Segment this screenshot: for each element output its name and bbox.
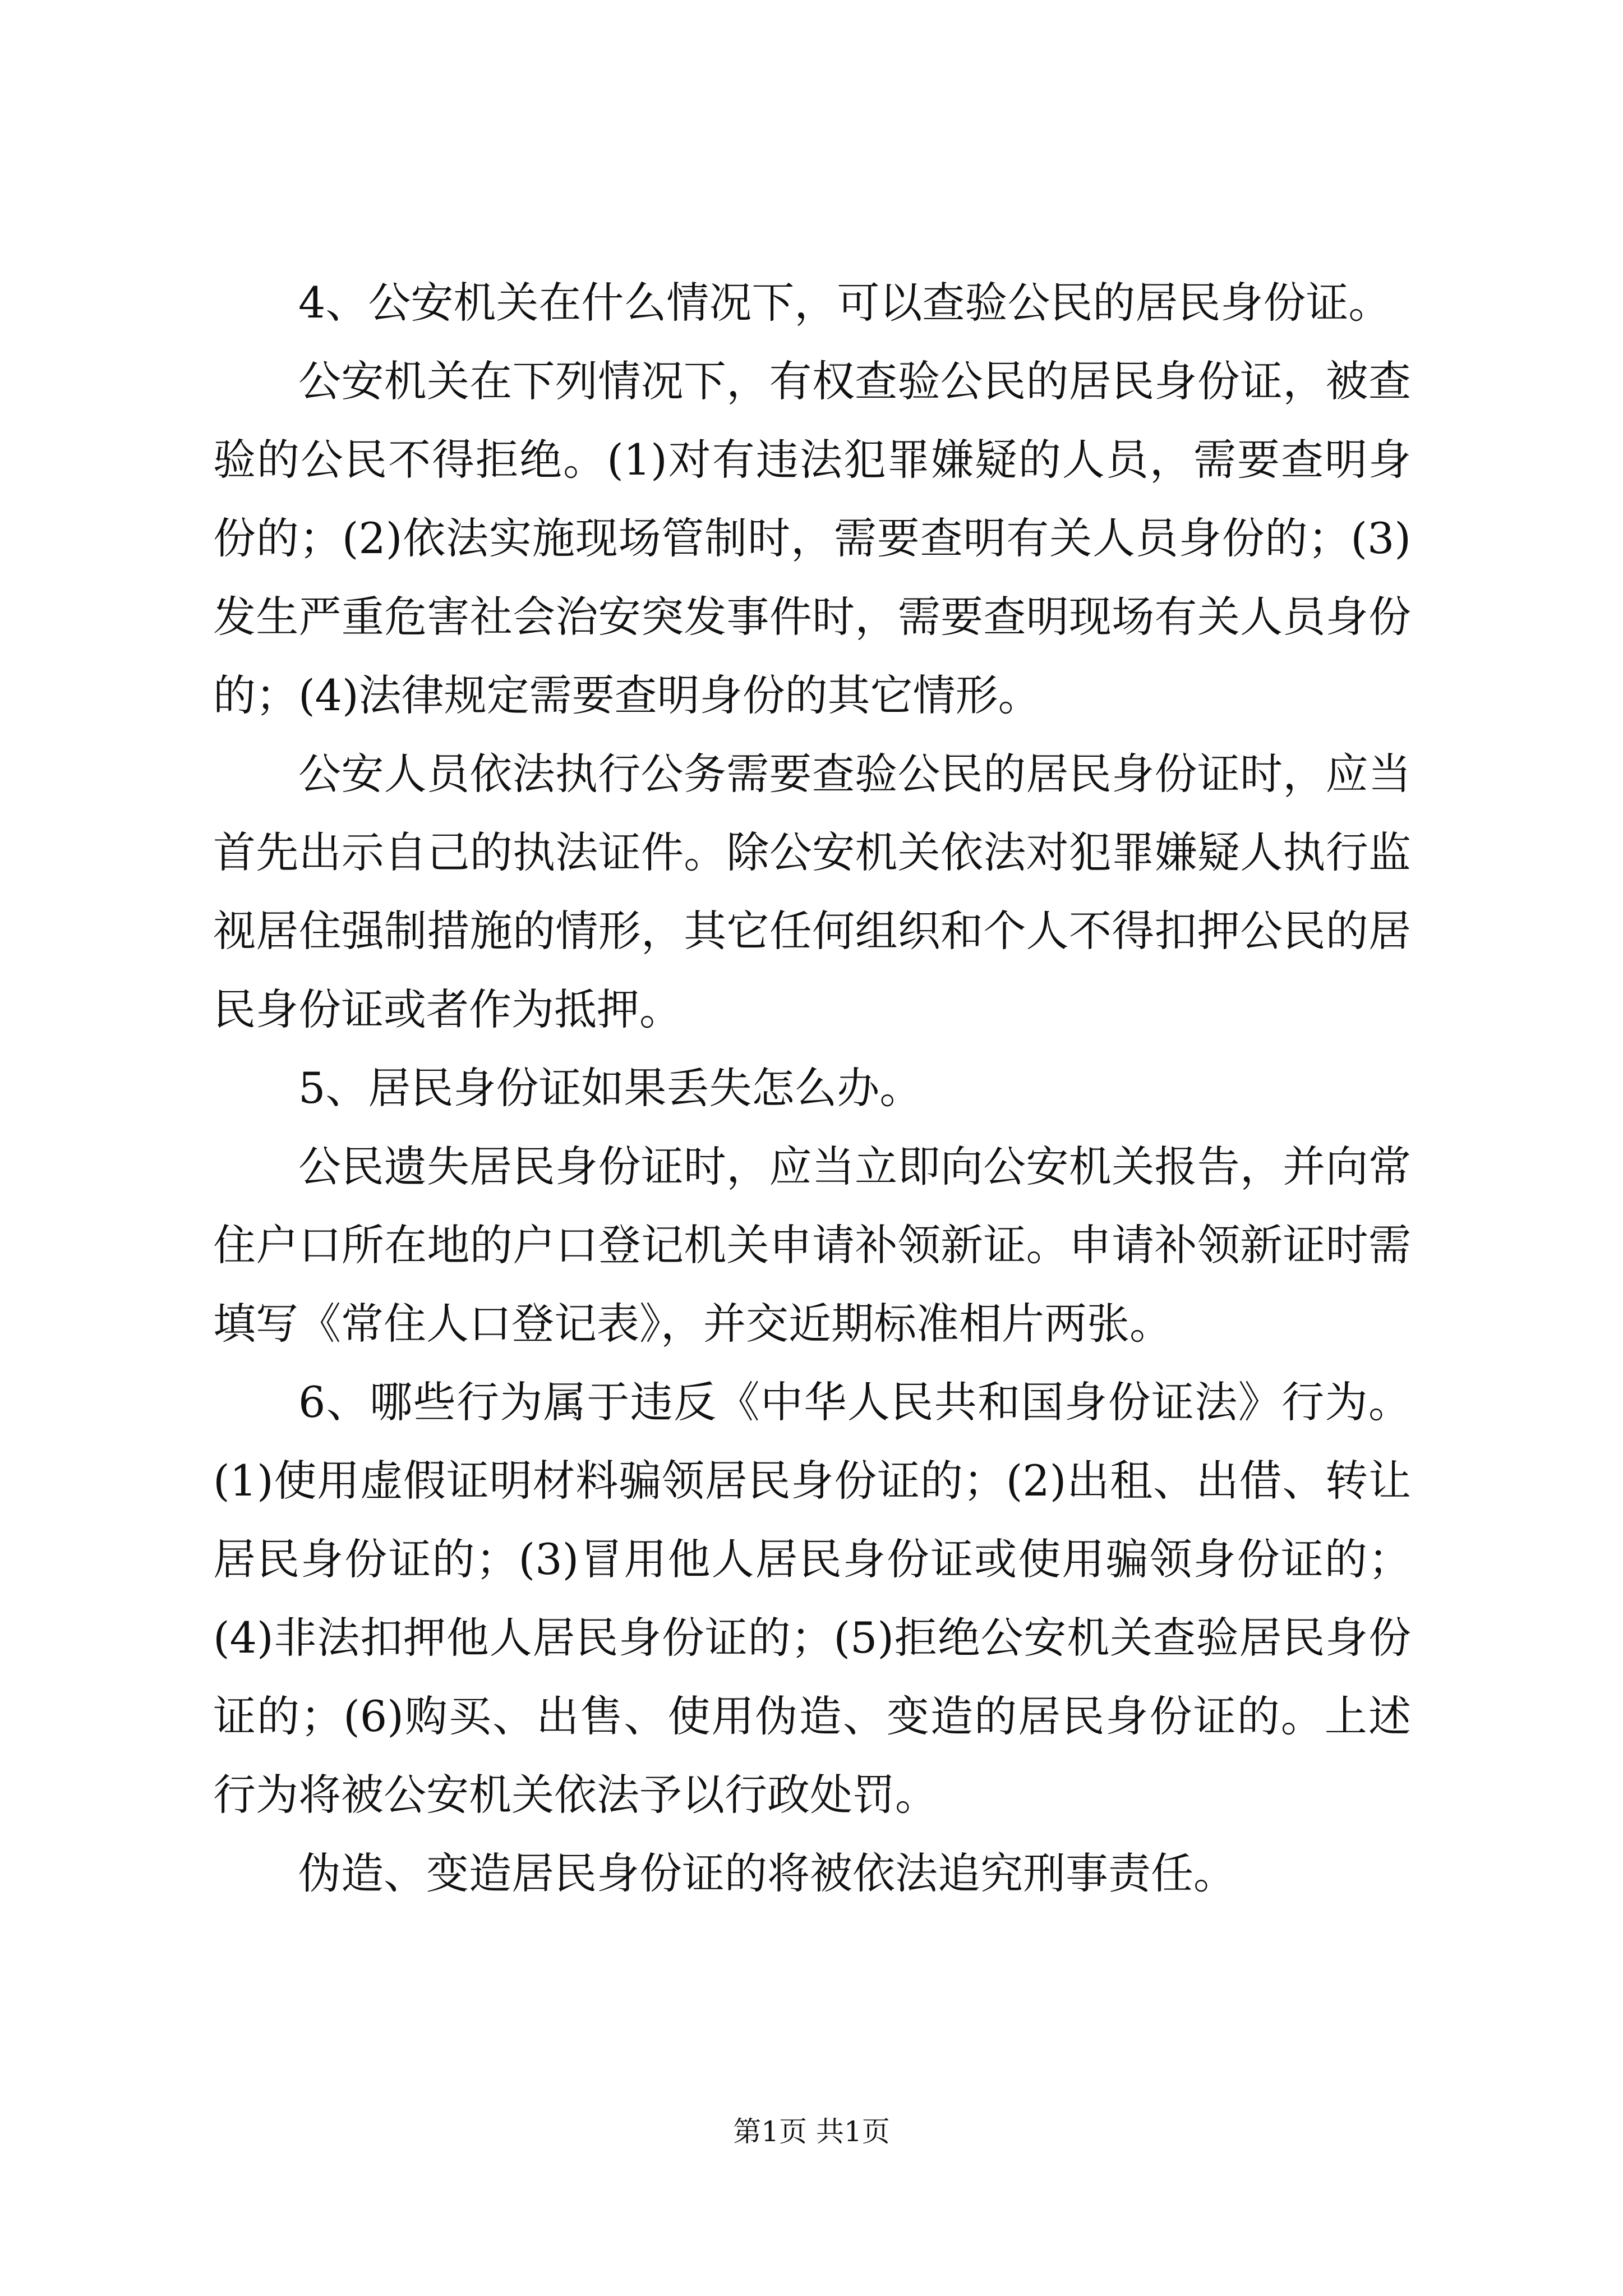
question-5-answer-paragraph: 公民遗失居民身份证时，应当立即向公安机关报告，并向常住户口所在地的户口登记机关申请补领新证。申请补领新证时需填写《常住人口登记表》，并交近期标准相片两张。 (213, 1142, 1411, 1349)
question-6-paragraph: 6、哪些行为属于违反《中华人民共和国身份证法》行为。(1)使用虚假证明材料骗领居民身份证的；(2)出租、出借、转让居民身份证的；(3)冒用他人居民身份证或使用骗领身份证的；(4)非法扣押他人居民身份证的；(5)拒绝公安机关查验居民身份证的；(6)购买、出售、使用伪造、变造的居民身份证的。上述行为将被公安机关依法予以行政处罚。 (213, 1377, 1411, 1820)
question-4-answer-paragraph: 公安机关在下列情况下，有权查验公民的居民身份证，被查验的公民不得拒绝。(1)对有违法犯罪嫌疑的人员，需要查明身份的；(2)依法实施现场管制时，需要查明有关人员身份的；(3)发生严重危害社会治安突发事件时，需要查明现场有关人员身份的；(4)法律规定需要查明身份的其它情形。 (213, 356, 1411, 720)
document-body (213, 264, 1411, 1913)
closing-paragraph: 伪造、变造居民身份证的将被依法追究刑事责任。 (298, 1848, 1236, 1898)
question-4-heading: 4、公安机关在什么情况下，可以查验公民的居民身份证。 (298, 278, 1391, 328)
question-4-answer-paragraph-2: 公安人员依法执行公务需要查验公民的居民身份证时，应当首先出示自己的执法证件。除公安机关依法对犯罪嫌疑人执行监视居住强制措施的情形，其它任何组织和个人不得扣押公民的居民身份证或者作为抵押。 (213, 749, 1411, 1034)
question-5-heading: 5、居民身份证如果丢失怎么办。 (298, 1063, 923, 1113)
page-number-footer: 第1页 共1页 (733, 2115, 890, 2148)
